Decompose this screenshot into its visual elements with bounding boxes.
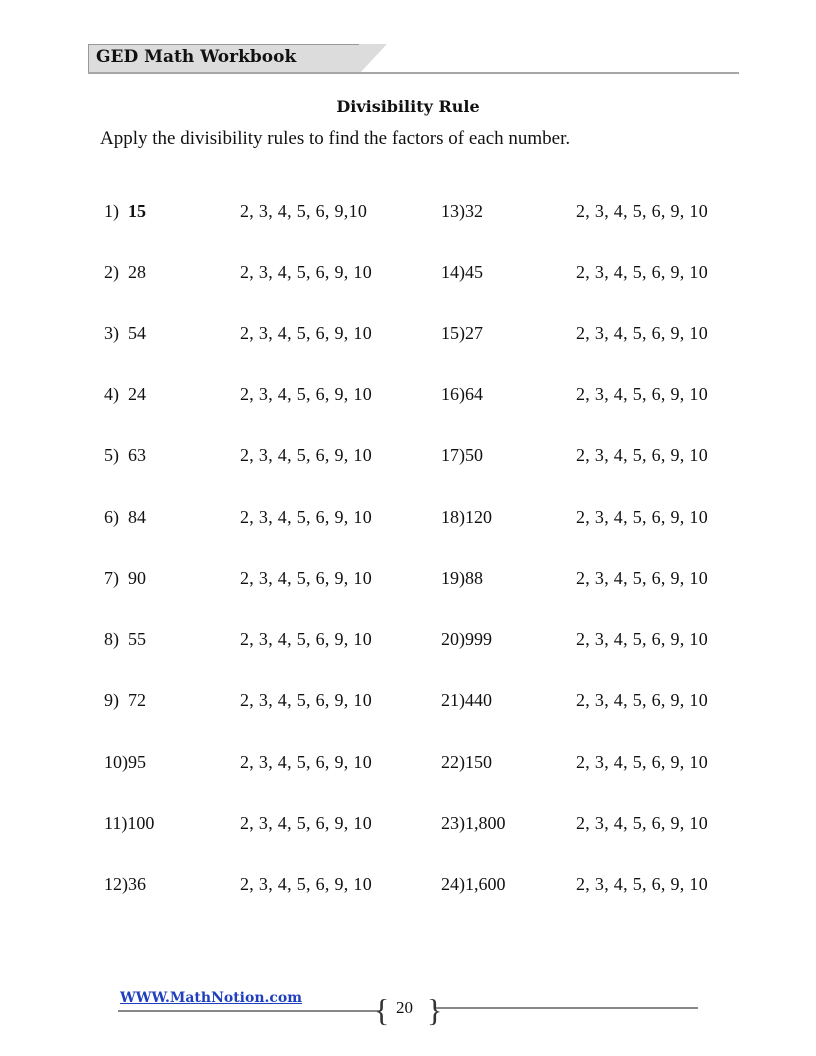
problem-row [0, 507, 816, 537]
problem-label: 23)1,800 [441, 813, 506, 833]
problem-label: 18)120 [441, 507, 492, 527]
problem-label: 17)50 [441, 445, 483, 465]
problem-row [0, 323, 816, 353]
problem-label: 5) 63 [104, 445, 146, 465]
problem-label: 10)95 [104, 752, 146, 772]
problem-label: 3) 54 [104, 323, 146, 343]
factor-options: 2, 3, 4, 5, 6, 9, 10 [576, 445, 708, 465]
problem-row [0, 445, 816, 475]
problem-row [0, 874, 816, 904]
problem-label: 16)64 [441, 384, 483, 404]
left-brace-icon: { [374, 992, 390, 1028]
problem-label: 19)88 [441, 568, 483, 588]
problem-label: 9) 72 [104, 690, 146, 710]
factor-options: 2, 3, 4, 5, 6, 9, 10 [240, 752, 372, 772]
problem-label: 1) 15 [104, 201, 146, 221]
problem-label: 11)100 [104, 813, 155, 833]
factor-options: 2, 3, 4, 5, 6, 9, 10 [240, 813, 372, 833]
factor-options: 2, 3, 4, 5, 6, 9, 10 [576, 507, 708, 527]
factor-options: 2, 3, 4, 5, 6, 9, 10 [240, 568, 372, 588]
problem-row [0, 568, 816, 598]
problem-row [0, 629, 816, 659]
factor-options: 2, 3, 4, 5, 6, 9, 10 [576, 201, 708, 221]
problem-row [0, 752, 816, 782]
problem-row [0, 813, 816, 843]
factor-options: 2, 3, 4, 5, 6, 9, 10 [576, 690, 708, 710]
factor-options: 2, 3, 4, 5, 6, 9, 10 [576, 813, 708, 833]
factor-options: 2, 3, 4, 5, 6, 9, 10 [576, 752, 708, 772]
problem-label: 4) 24 [104, 384, 146, 404]
factor-options: 2, 3, 4, 5, 6, 9, 10 [240, 874, 372, 894]
problem-label: 14)45 [441, 262, 483, 282]
factor-options: 2, 3, 4, 5, 6, 9, 10 [240, 384, 372, 404]
factor-options: 2, 3, 4, 5, 6, 9, 10 [240, 323, 372, 343]
problem-row [0, 690, 816, 720]
problem-row [0, 201, 816, 231]
problem-label: 12)36 [104, 874, 146, 894]
factor-options: 2, 3, 4, 5, 6, 9, 10 [240, 690, 372, 710]
problem-label: 7) 90 [104, 568, 146, 588]
problem-label: 22)150 [441, 752, 492, 772]
footer-divider-left [118, 1010, 380, 1012]
section-title: Divisibility Rule [336, 97, 480, 116]
factor-options: 2, 3, 4, 5, 6, 9, 10 [240, 629, 372, 649]
problem-label: 20)999 [441, 629, 492, 649]
problem-label: 15)27 [441, 323, 483, 343]
factor-options: 2, 3, 4, 5, 6, 9,10 [240, 201, 368, 221]
problem-label: 2) 28 [104, 262, 146, 282]
factor-options: 2, 3, 4, 5, 6, 9, 10 [576, 568, 708, 588]
footer-divider-right [436, 1007, 698, 1009]
instruction-text: Apply the divisibility rules to find the factors of each number. [100, 128, 571, 149]
problem-row [0, 384, 816, 414]
page-number: 20 [396, 998, 413, 1017]
workbook-title: GED Math Workbook [96, 47, 297, 67]
factor-options: 2, 3, 4, 5, 6, 9, 10 [576, 384, 708, 404]
factor-options: 2, 3, 4, 5, 6, 9, 10 [576, 262, 708, 282]
problem-row [0, 262, 816, 292]
factor-options: 2, 3, 4, 5, 6, 9, 10 [240, 507, 372, 527]
website-link[interactable]: WWW.MathNotion.com [120, 990, 303, 1006]
problem-label: 8) 55 [104, 629, 146, 649]
factor-options: 2, 3, 4, 5, 6, 9, 10 [576, 629, 708, 649]
problem-label: 13)32 [441, 201, 483, 221]
problem-label: 21)440 [441, 690, 492, 710]
problem-label: 6) 84 [104, 507, 146, 527]
header-divider [88, 72, 739, 74]
factor-options: 2, 3, 4, 5, 6, 9, 10 [240, 262, 372, 282]
factor-options: 2, 3, 4, 5, 6, 9, 10 [576, 874, 708, 894]
right-brace-icon: } [427, 992, 443, 1028]
problem-label: 24)1,600 [441, 874, 506, 894]
factor-options: 2, 3, 4, 5, 6, 9, 10 [240, 445, 372, 465]
factor-options: 2, 3, 4, 5, 6, 9, 10 [576, 323, 708, 343]
